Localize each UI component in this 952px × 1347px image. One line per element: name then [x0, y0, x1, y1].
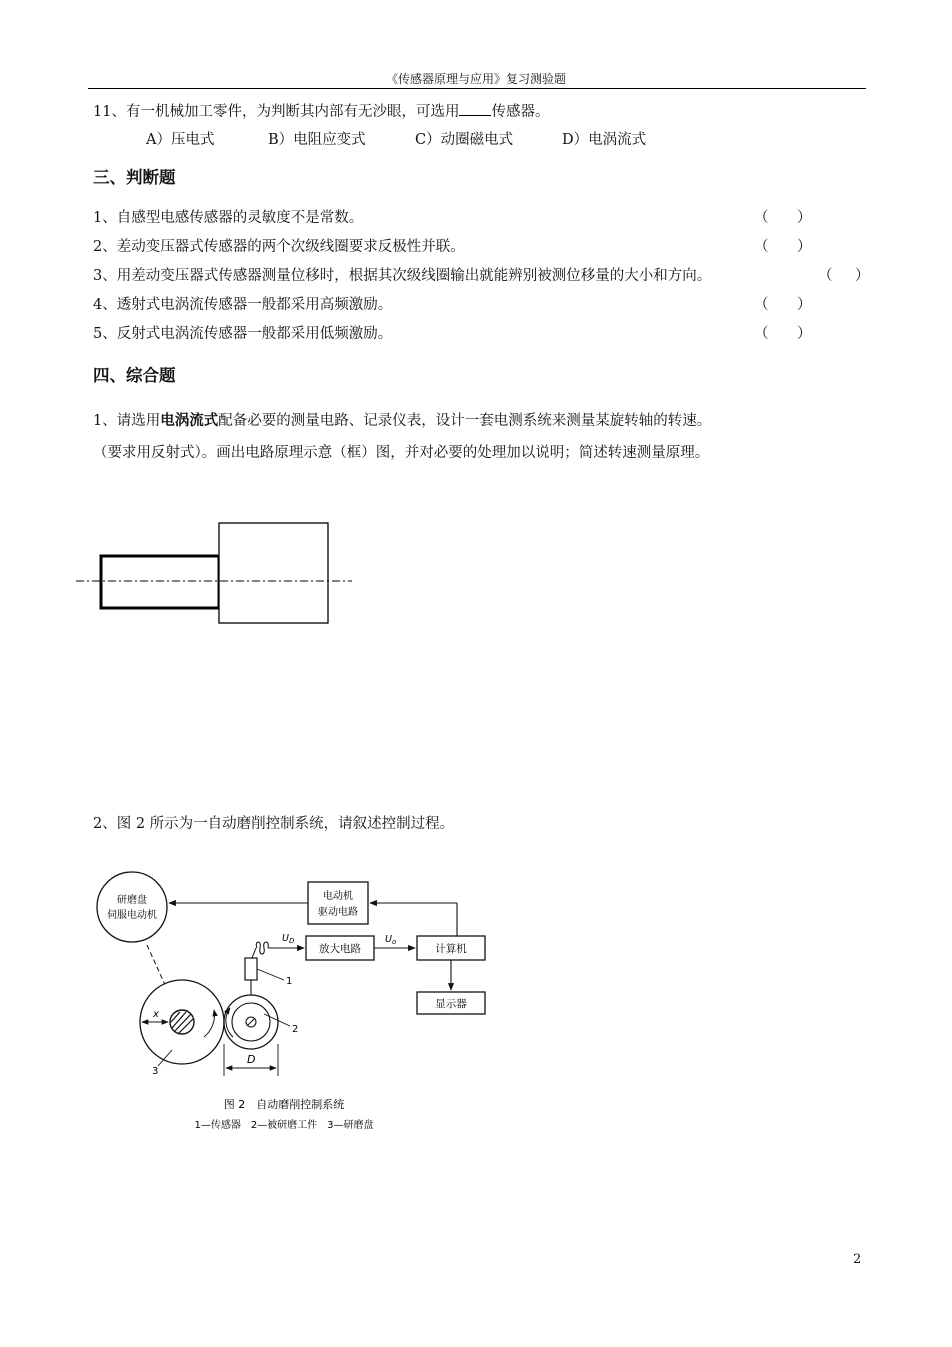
comprehensive-q1-line1 — [93, 409, 711, 430]
judge-paren-close-3: ） — [855, 268, 870, 284]
q1-text-after: 配备必要的测量电路、记录仪表，设计一套电测系统来测量某旋转轴的转速。 — [218, 413, 712, 429]
servo-label-line1: 研磨盘 — [117, 895, 147, 906]
judge-paren-open-3: （ — [818, 268, 833, 284]
judge-paren-close-1: ） — [797, 210, 812, 226]
driver-label-line1: 电动机 — [323, 891, 353, 902]
question-11-option-a: A）压电式 — [146, 132, 215, 148]
question-11-option-d: D）电涡流式 — [562, 132, 647, 148]
judge-paren-close-4: ） — [797, 297, 812, 313]
judge-paren-open-2: （ — [754, 239, 769, 255]
judge-item-3: 3、用差动变压器式传感器测量位移时，根据其次级线圈输出就能辨别被测位移量的大小和方向。 — [93, 268, 712, 284]
num-1: 1 — [286, 976, 293, 987]
answer-blank — [459, 101, 491, 116]
question-11-option-c: C）动圈磁电式 — [415, 132, 514, 148]
shaft-body — [101, 556, 219, 608]
judge-item-2: 2、差动变压器式传感器的两个次级线圈要求反极性并联。 — [93, 239, 465, 255]
servo-motor-circle — [97, 872, 167, 942]
page-header-title: 《传感器原理与应用》复习测验题 — [385, 72, 566, 86]
amplifier-label: 放大电路 — [319, 943, 361, 955]
question-11-stem-after: 传感器。 — [491, 104, 550, 120]
comprehensive-q2: 2、图 2 所示为一自动磨削控制系统，请叙述控制过程。 — [93, 816, 455, 832]
judge-paren-open-5: （ — [754, 326, 769, 342]
num-3: 3 — [152, 1066, 159, 1077]
ud-label: $U_D$ — [282, 933, 295, 945]
sensor-leader — [257, 969, 284, 980]
shaft-disc — [219, 523, 328, 623]
judge-paren-close-2: ） — [797, 239, 812, 255]
figure-legend: 1—传感器 2—被研磨工件 3—研磨盘 — [194, 1120, 374, 1131]
section-4-title: 四、综合题 — [93, 366, 176, 385]
judge-paren-open-4: （ — [754, 297, 769, 313]
comprehensive-q1-line2: （要求用反射式）。画出电路原理示意（框）图，并对必要的处理加以说明；简述转速测量原理。 — [93, 445, 710, 461]
judge-item-5: 5、反射式电涡流传感器一般都采用低频激励。 — [93, 326, 393, 342]
d-label: D — [247, 1053, 256, 1066]
judge-paren-close-5: ） — [797, 326, 812, 342]
question-11-option-b: B）电阻应变式 — [268, 132, 366, 148]
q1-bold-keyword: 电涡流式 — [160, 413, 219, 429]
judge-item-4: 4、透射式电涡流传感器一般都采用高频激励。 — [93, 297, 393, 313]
sensor-body — [245, 958, 257, 980]
x-label: x — [153, 1009, 159, 1020]
grinding-control-diagram — [92, 862, 497, 1137]
judge-item-1: 1、自感型电感传感器的灵敏度不是常数。 — [93, 210, 364, 226]
servo-label-line2: 伺服电动机 — [107, 910, 157, 921]
q1-text-before: 1、请选用 — [93, 413, 161, 429]
driver-label-line2: 驱动电路 — [318, 907, 358, 918]
rotating-shaft-diagram — [70, 515, 360, 635]
sensor-lead — [252, 948, 256, 958]
question-11-stem-before: 11、有一机械加工零件，为判断其内部有无沙眼，可选用 — [93, 104, 460, 120]
page-number: 2 — [853, 1252, 862, 1267]
section-3-title: 三、判断题 — [93, 168, 176, 187]
question-11 — [93, 100, 549, 121]
sensor-coil — [256, 942, 268, 954]
judge-paren-open-1: （ — [754, 210, 769, 226]
computer-label: 计算机 — [435, 943, 467, 955]
display-label: 显示器 — [435, 998, 467, 1010]
uo-label: $U_o$ — [385, 934, 397, 946]
header-rule — [88, 88, 866, 89]
figure-caption: 图 2 自动磨削控制系统 — [223, 1098, 345, 1111]
num-2: 2 — [292, 1024, 299, 1035]
